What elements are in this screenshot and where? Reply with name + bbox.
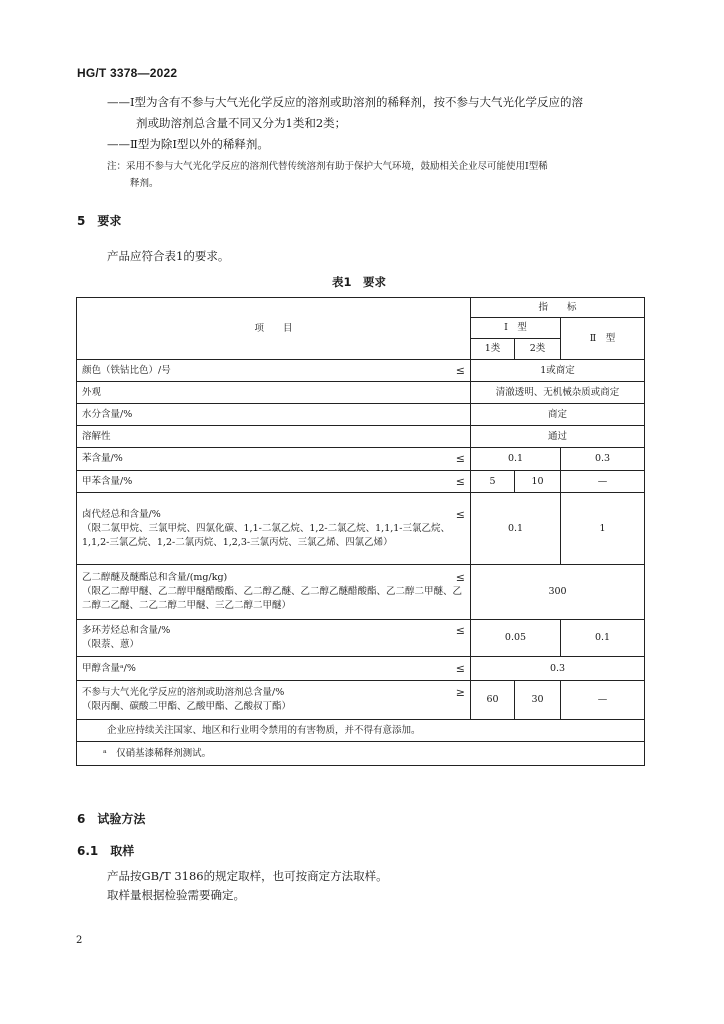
row-item: 甲醇含量ᵃ/% <box>82 662 136 674</box>
table-row <box>77 565 645 620</box>
row-symbol: ≤ <box>455 661 465 675</box>
table-row <box>77 426 645 448</box>
row-item: 乙二醇醚及醚酯总和含量/(mg/kg) <box>82 572 228 583</box>
row-value: 300 <box>471 565 645 620</box>
row-value-class2: 10 <box>515 471 561 493</box>
section-6-1-heading: 6.1 取样 <box>77 844 135 858</box>
table-footer-text: 企业应持续关注国家、地区和行业明令禁用的有害物质，并不得有意添加。 <box>77 720 645 742</box>
row-value-type2: — <box>561 471 645 493</box>
type1-definition-line1: ——Ⅰ型为含有不参与大气光化学反应的溶剂或助溶剂的稀释剂，按不参与大气光化学反应的溶 <box>107 95 584 109</box>
row-symbol: ≤ <box>455 571 465 584</box>
row-value-class2: 30 <box>515 681 561 720</box>
row-item: 苯含量/% <box>82 453 123 464</box>
row-value: 0.3 <box>471 657 645 681</box>
standard-number: HG/T 3378—2022 <box>77 66 178 80</box>
row-item: 卤代烃总和含量/% <box>82 508 161 520</box>
header-class1: 1类 <box>471 339 515 360</box>
row-symbol: ≥ <box>455 686 465 699</box>
row-detail: （限萘、蒽） <box>82 639 140 650</box>
row-symbol: ≤ <box>455 452 465 465</box>
table-footnote: ᵃ 仅硝基漆稀释剂测试。 <box>77 742 645 766</box>
section-6-heading: 6 试验方法 <box>77 812 146 826</box>
row-value-class1: 5 <box>471 471 515 493</box>
row-value-class1: 60 <box>471 681 515 720</box>
table-row <box>77 493 645 565</box>
row-value-type2: 0.3 <box>561 448 645 471</box>
table-title: 表1 要求 <box>332 275 387 289</box>
section-6-1-text1: 产品按GB/T 3186的规定取样，也可按商定方法取样。 <box>107 869 388 883</box>
section-5-text: 产品应符合表1的要求。 <box>107 249 230 263</box>
table-row <box>77 360 645 382</box>
header-item: 项 目 <box>77 298 471 360</box>
type2-definition: ——Ⅱ型为除Ⅰ型以外的稀释剂。 <box>107 137 269 151</box>
row-item: 水分含量/% <box>77 404 471 426</box>
table-row <box>77 471 645 493</box>
header-type2: Ⅱ 型 <box>561 318 645 360</box>
row-value-type1: 0.1 <box>471 493 561 565</box>
row-item: 甲苯含量/% <box>82 475 133 487</box>
table-row <box>77 681 645 720</box>
section-6-1-text2: 取样量根据检验需要确定。 <box>107 888 245 902</box>
row-item: 外观 <box>77 382 471 404</box>
table-row <box>77 404 645 426</box>
row-detail: （限丙酮、碳酸二甲酯、乙酸甲酯、乙酸叔丁酯） <box>82 701 292 712</box>
row-value-type2: — <box>561 681 645 720</box>
row-value-type2: 0.1 <box>561 620 645 657</box>
row-value: 1或商定 <box>471 360 645 382</box>
row-value: 通过 <box>471 426 645 448</box>
row-value-type2: 1 <box>561 493 645 565</box>
row-symbol: ≤ <box>455 507 465 521</box>
note-line2: 释剂。 <box>130 178 159 189</box>
section-5-heading: 5 要求 <box>77 214 122 228</box>
table-row <box>77 382 645 404</box>
header-type1: Ⅰ 型 <box>471 318 561 339</box>
row-symbol: ≤ <box>455 363 465 377</box>
header-class2: 2类 <box>515 339 561 360</box>
note-line1: 注：采用不参与大气光化学反应的溶剂代替传统溶剂有助于保护大气环境，鼓励相关企业尽可能使用Ⅰ型稀 <box>107 161 548 172</box>
row-symbol: ≤ <box>455 474 465 488</box>
row-value: 商定 <box>471 404 645 426</box>
table-row <box>77 657 645 681</box>
row-value-type1: 0.1 <box>471 448 561 471</box>
row-value: 清澈透明、无机械杂质或商定 <box>471 382 645 404</box>
row-item: 颜色（铁钴比色）/号 <box>82 364 171 376</box>
requirements-table <box>76 297 645 766</box>
row-item: 溶解性 <box>77 426 471 448</box>
type1-definition-line2: 剂或助溶剂总含量不同又分为1类和2类； <box>136 116 347 130</box>
row-item: 不参与大气光化学反应的溶剂或助溶剂总含量/% <box>82 687 285 698</box>
row-item: 多环芳烃总和含量/% <box>82 625 171 636</box>
table-row <box>77 620 645 657</box>
header-index: 指 标 <box>471 298 645 318</box>
page-number: 2 <box>76 935 83 946</box>
table-row <box>77 448 645 471</box>
row-detail: （限乙二醇甲醚、乙二醇甲醚醋酸酯、乙二醇乙醚、乙二醇乙醚醋酸酯、乙二醇二甲醚、乙二醇二乙醚、二乙二醇二甲醚、三乙二醇二甲醚） <box>82 586 463 611</box>
row-value-type1: 0.05 <box>471 620 561 657</box>
row-detail: （限二氯甲烷、三氯甲烷、四氯化碳、1,1-二氯乙烷、1,2-二氯乙烷、1,1,1-三氯乙烷、1,1,2-三氯乙烷、1,2-二氯丙烷、1,2,3-三氯丙烷、三氯乙烯、四氯乙烯） <box>82 522 451 548</box>
row-symbol: ≤ <box>455 624 465 637</box>
